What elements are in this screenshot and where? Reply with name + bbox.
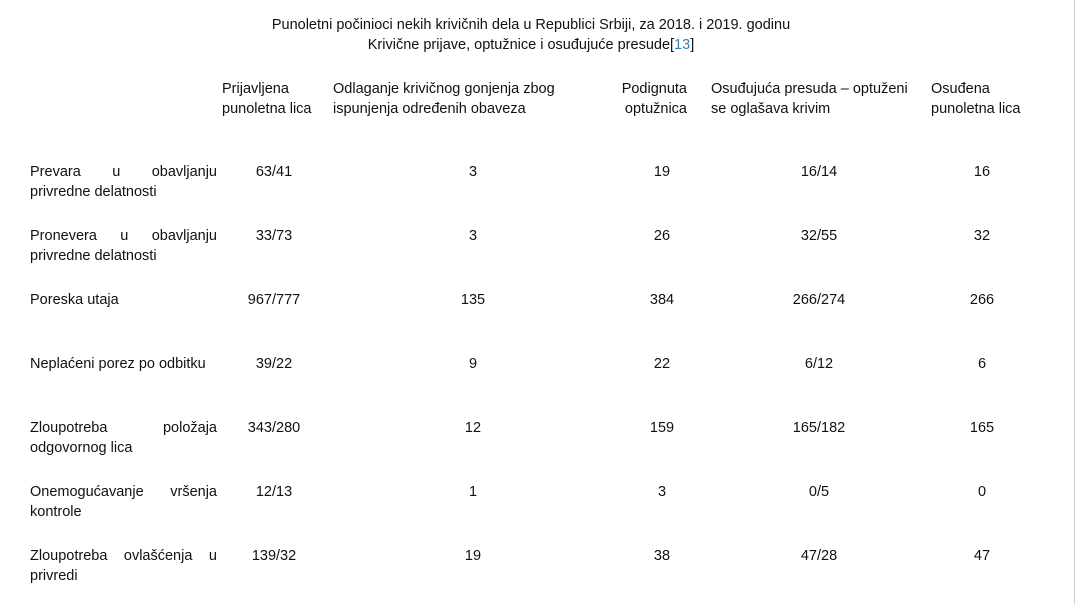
header-osudjujuca: Osuđujuća presuda – optuženi se oglašava krivim xyxy=(711,81,908,117)
table-cell: 3 xyxy=(468,228,478,244)
row-label: Poreska utaja xyxy=(30,292,119,308)
table-cell: 47 xyxy=(973,548,991,564)
table-cell: 1 xyxy=(468,484,478,500)
table-cell: 3 xyxy=(468,164,478,180)
row-label: Pronevera u obavljanju privredne delatnosti xyxy=(30,228,217,264)
table-cell: 159 xyxy=(649,420,675,436)
table-cell: 135 xyxy=(460,292,486,308)
table-cell: 22 xyxy=(653,356,671,372)
table-cell: 967/777 xyxy=(247,292,301,308)
table-caption xyxy=(0,15,1062,55)
table-cell: 19 xyxy=(464,548,482,564)
table-cell: 32/55 xyxy=(800,228,838,244)
row-label: Zloupotreba ovlašćenja u privredi xyxy=(30,548,217,584)
table-cell: 12/13 xyxy=(255,484,293,500)
header-osudjena: Osuđena punoletna lica xyxy=(931,81,1021,117)
table-cell: 9 xyxy=(468,356,478,372)
row-label: Prevara u obavljanju privredne delatnosti xyxy=(30,164,217,200)
header-odlaganje: Odlaganje krivičnog gonjenja zbog ispunjenja određenih obaveza xyxy=(333,81,555,117)
table-cell: 12 xyxy=(464,420,482,436)
table-cell: 0/5 xyxy=(808,484,830,500)
table-cell: 47/28 xyxy=(800,548,838,564)
table-cell: 266 xyxy=(969,292,995,308)
reference-link-13[interactable]: 13 xyxy=(674,37,691,53)
table-cell: 26 xyxy=(653,228,671,244)
table-cell: 19 xyxy=(653,164,671,180)
table-cell: 384 xyxy=(649,292,675,308)
row-label: Neplaćeni porez po odbitku xyxy=(30,356,206,372)
row-label: Zloupotreba položaja odgovornog lica xyxy=(30,420,217,456)
table-cell: 139/32 xyxy=(251,548,297,564)
header-podignuta: Podignuta optužnica xyxy=(621,81,687,117)
header-prijavljena: Prijavljena punoletna lica xyxy=(222,81,312,117)
table-cell: 165/182 xyxy=(792,420,846,436)
caption-line-1: Punoletni počinioci nekih krivičnih dela u Republici Srbiji, za 2018. i 2019. godinu xyxy=(271,17,791,33)
table-cell: 63/41 xyxy=(255,164,293,180)
table-cell: 6 xyxy=(977,356,987,372)
page-border xyxy=(1074,0,1075,604)
table-cell: 6/12 xyxy=(804,356,834,372)
table-cell: 38 xyxy=(653,548,671,564)
ref-bracket-close: ] xyxy=(690,37,695,53)
table-cell: 0 xyxy=(977,484,987,500)
caption-line-2 xyxy=(0,35,1062,55)
table-cell: 343/280 xyxy=(247,420,301,436)
table-cell: 16/14 xyxy=(800,164,838,180)
ref-bracket-open: [ xyxy=(670,37,675,53)
table-cell: 32 xyxy=(973,228,991,244)
table-cell: 266/274 xyxy=(792,292,846,308)
caption-subtitle: Krivične prijave, optužnice i osuđujuće presude xyxy=(367,37,671,53)
table-cell: 165 xyxy=(969,420,995,436)
table-cell: 33/73 xyxy=(255,228,293,244)
table-cell: 3 xyxy=(657,484,667,500)
table-cell: 39/22 xyxy=(255,356,293,372)
row-label: Onemogućavanje vršenja kontrole xyxy=(30,484,217,520)
table-cell: 16 xyxy=(973,164,991,180)
